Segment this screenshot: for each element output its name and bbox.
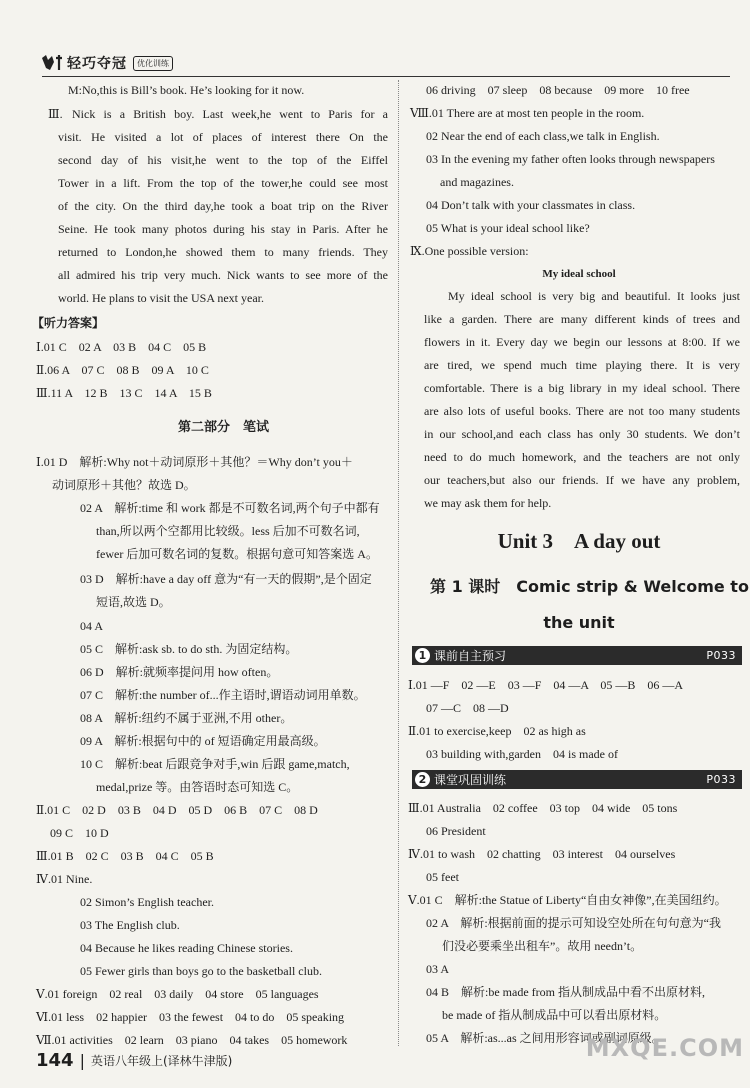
answer-line: 02 Simon’s English teacher. <box>80 895 214 909</box>
answer-line: 06 driving 07 sleep 08 because 09 more 10 free <box>426 83 690 97</box>
answer-line: Ⅰ.01 C 02 A 03 B 04 C 05 B <box>36 340 207 354</box>
answer-line: M:No,this is Bill’s book. He’s looking for it now. <box>68 83 305 97</box>
answer-line: fewer 后加可数名词的复数。根据句意可知答案选 A。 <box>96 547 378 561</box>
section-page-ref: P033 <box>706 649 736 662</box>
answer-line: Ⅱ.06 A 07 C 08 B 09 A 10 C <box>36 363 209 377</box>
passage-line: returned to London,he showed them to many friends. They <box>58 245 388 259</box>
answer-line: Ⅰ.01 D 解析:Why not＋动词原形＋其他？＝Why don’t you＋ <box>36 455 353 469</box>
essay-line: in our school,and each class has only 30 students. We don’t <box>424 427 740 441</box>
answer-line: 04 B 解析:be made from 指从制成品中看不出原材料, <box>426 985 705 999</box>
answer-line: 05 What is your ideal school like? <box>426 221 590 235</box>
passage-line: Nick is a British boy. Last week,he went to Paris for a <box>72 107 388 121</box>
answer-line: Ⅷ.01 There are at most ten people in the room. <box>410 106 645 120</box>
answer-line: 03 The English club. <box>80 918 180 932</box>
page-number: 144 <box>36 1050 74 1071</box>
answer-line: 03 D 解析:have a day off 意为“有一天的假期”,是个固定 <box>80 572 372 586</box>
answer-line: Ⅳ.01 to wash 02 chatting 03 interest 04 ourselves <box>408 847 676 861</box>
answer-line: 06 D 解析:就频率提问用 how often。 <box>80 665 279 679</box>
watermark: MXQE.COM <box>585 1034 744 1062</box>
footer <box>36 1050 232 1071</box>
passage-line: visit. He visited a lot of places of interest there On the <box>58 130 388 144</box>
answer-line: 07 —C 08 —D <box>426 701 509 715</box>
section-number: 2 <box>415 772 430 787</box>
lesson-title: 第 1 课时 Comic strip & Welcome to <box>430 577 749 596</box>
essay-line: My ideal school is very big and beautiful. It looks just <box>448 289 740 303</box>
section-bar-class <box>412 770 742 789</box>
answer-line: 09 C 10 D <box>50 826 109 840</box>
answer-line: 05 A 解析:as...as 之间用形容词或副词原级。 <box>426 1031 664 1045</box>
brand-title: 轻巧夺冠 <box>67 56 127 72</box>
answer-line: 04 Don’t talk with your classmates in class. <box>426 198 636 212</box>
answer-line: 04 A <box>80 619 104 633</box>
column-divider <box>398 80 399 1046</box>
answer-line: 04 Because he likes reading Chinese stories. <box>80 941 293 955</box>
section-label: 课堂巩固训练 <box>434 773 507 787</box>
section-bar-preview <box>412 646 742 665</box>
answer-line: 03 In the evening my father often looks through newspapers <box>426 152 715 166</box>
answer-line: 03 building with,garden 04 is made of <box>426 747 618 761</box>
answer-line: Ⅲ.11 A 12 B 13 C 14 A 15 B <box>36 386 212 400</box>
answer-line: Ⅰ.01 —F 02 —E 03 —F 04 —A 05 —B 06 —A <box>408 678 684 692</box>
answer-line: 02 A 解析:time 和 work 都是不可数名词,两个句子中都有 <box>80 501 380 515</box>
answer-line: 05 Fewer girls than boys go to the basketball club. <box>80 964 322 978</box>
section-page-ref: P033 <box>706 773 736 786</box>
essay-line: flowers in it. Every day we begin our lessons at 8:00. If we <box>424 335 740 349</box>
header <box>40 52 173 74</box>
part-two-heading: 第二部分 笔试 <box>178 420 270 435</box>
essay-line: are tired, we spend much time playing there. It is very <box>424 358 740 372</box>
answer-line: Ⅵ.01 less 02 happier 03 the fewest 04 to do 05 speaking <box>36 1010 345 1024</box>
answer-line: Ⅲ.01 Australia 02 coffee 03 top 04 wide 05 tons <box>408 801 678 815</box>
listening-heading: 【听力答案】 <box>32 316 105 330</box>
essay-line: comfortable. There is a big library in my ideal school. There <box>424 381 740 395</box>
section-label: 课前自主预习 <box>434 649 507 663</box>
answer-line: and magazines. <box>440 175 514 189</box>
section-number: 1 <box>415 648 430 663</box>
answer-line: 07 C 解析:the number of...作主语时,谓语动词用单数。 <box>80 688 366 702</box>
answer-line: 短语,故选 D。 <box>96 595 171 609</box>
answer-line: 06 President <box>426 824 486 838</box>
section-mark: Ⅲ. <box>48 107 63 121</box>
passage-line: Seine. He took many photos during his stay in Paris. After he <box>58 222 388 236</box>
answer-line: Ⅱ.01 to exercise,keep 02 as high as <box>408 724 586 738</box>
answer-line: Ⅴ.01 foreign 02 real 03 daily 04 store 05 languages <box>36 987 319 1001</box>
essay-line: need to do much homework, and the teachers are not only <box>424 450 740 464</box>
answer-line: 02 A 解析:根据前面的提示可知设空处所在句句意为“我 <box>426 916 722 930</box>
answer-line: 09 A 解析:根据句中的 of 短语确定用最高级。 <box>80 734 326 748</box>
answer-line: 08 A 解析:纽约不属于亚洲,不用 other。 <box>80 711 293 725</box>
passage-line: of the city. On the third day,he took a boat trip on the River <box>58 199 388 213</box>
answer-line: than,所以两个空都用比较级。less 后加不可数名词, <box>96 524 360 538</box>
answer-line: 05 C 解析:ask sb. to do sth. 为固定结构。 <box>80 642 298 656</box>
unit-title: Unit 3 A day out <box>497 529 661 553</box>
answer-line: 03 A <box>426 962 450 976</box>
header-rule <box>42 76 730 77</box>
passage-line: Tower in a lift. From the top of the tower,he could see most <box>58 176 388 190</box>
passage-line: second day of his visit,he went to the top of the Eiffel <box>58 153 388 167</box>
answer-line: 们没必要乘坐出租车”。故用 needn’t。 <box>442 939 643 953</box>
answer-line: 动词原形＋其他？故选 D。 <box>52 478 196 492</box>
essay-line: we may ask them for help. <box>424 496 552 510</box>
answer-line: Ⅳ.01 Nine. <box>36 872 93 886</box>
answer-line: 10 C 解析:beat 后跟竞争对手,win 后跟 game,match, <box>80 757 350 771</box>
lesson-title-cont: the unit <box>543 613 615 632</box>
answer-line: Ⅲ.01 B 02 C 03 B 04 C 05 B <box>36 849 214 863</box>
answer-line: Ⅸ.One possible version: <box>410 244 529 258</box>
answer-line: Ⅱ.01 C 02 D 03 B 04 D 05 D 06 B 07 C 08 D <box>36 803 318 817</box>
brand-tag: 优化训练 <box>133 56 173 71</box>
essay-title: My ideal school <box>542 268 616 280</box>
essay-line: are also lots of useful books. There are not too many students <box>424 404 740 418</box>
essay-line: our teachers,but also our friends. If we have any problem, <box>424 473 740 487</box>
answer-line: medal,prize 等。由答语时态可知选 C。 <box>96 780 299 794</box>
answer-line: be made of 指从制成品中可以看出原材料。 <box>442 1008 667 1022</box>
book-title: 英语八年级上(译林牛津版) <box>90 1054 233 1068</box>
answer-line: 05 feet <box>426 870 459 884</box>
footer-separator: | <box>79 1051 85 1070</box>
answer-line: Ⅴ.01 C 解析:the Statue of Liberty“自由女神像”,在美国纽约。 <box>408 893 727 907</box>
essay-line: like a garden. There are many different kinds of trees and <box>424 312 740 326</box>
answer-line: 02 Near the end of each class,we talk in English. <box>426 129 660 143</box>
passage-line: all admired his trip very much. Nick wants to see more of the <box>58 268 388 282</box>
answer-line: Ⅶ.01 activities 02 learn 03 piano 04 takes 05 homework <box>36 1033 348 1047</box>
logo-icon <box>40 54 64 72</box>
passage-line: world. He plans to visit the USA next year. <box>58 291 264 305</box>
